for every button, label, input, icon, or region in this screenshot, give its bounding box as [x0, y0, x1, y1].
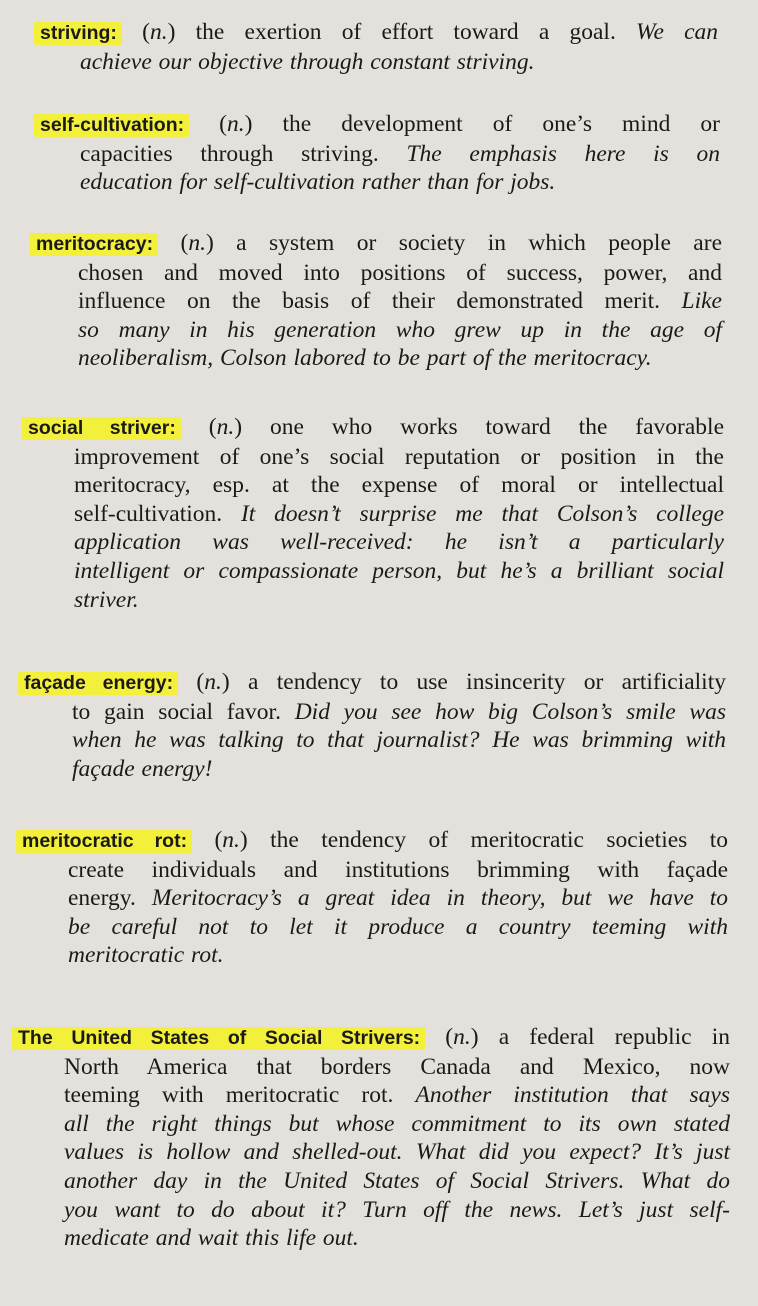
entry-line: meritocratic rot. [68, 942, 224, 969]
term-highlight: meritocratic rot: [16, 830, 192, 853]
term-highlight: The United States of Social Strivers: [12, 1027, 425, 1050]
entry-line: teeming with meritocratic rot. Another institution that says [64, 1082, 730, 1109]
entry-line: self-cultivation. It doesn’t surprise me that Colson’s college [74, 500, 724, 527]
entry-meritocracy [0, 229, 758, 373]
entry-facade-energy [0, 668, 758, 783]
entry-line: façade energy! [72, 755, 213, 782]
term-highlight: social striver: [22, 417, 181, 440]
entry-line: achieve our objective through constant striving. [80, 48, 535, 75]
entry-meritocratic-rot [0, 826, 758, 970]
entry-line: self-cultivation: (n.) the development of one’s mind or [40, 110, 720, 140]
entry-line: another day in the United States of Social Strivers. What do [64, 1167, 730, 1194]
entry-line: improvement of one’s social reputation or position in the [74, 443, 724, 470]
entry-line: striver. [74, 586, 139, 613]
entry-line: meritocracy: (n.) a system or society in which people are [36, 229, 722, 259]
entry-line: when he was talking to that journalist? He was brimming with [72, 727, 726, 754]
entry-line: intelligent or compassionate person, but he’s a brilliant social [74, 557, 724, 584]
entry-line: North America that borders Canada and Mexico, now [64, 1053, 730, 1080]
entry-line: all the right things but whose commitment to its own stated [64, 1110, 730, 1137]
entry-line: create individuals and institutions brimming with façade [68, 856, 728, 883]
entry-line: chosen and moved into positions of success, power, and [78, 259, 722, 286]
entry-line: be careful not to let it produce a country teeming with [68, 913, 728, 940]
entry-line: values is hollow and shelled-out. What did you expect? It’s just [64, 1139, 730, 1166]
entry-line: neoliberalism, Colson labored to be part of the meritocracy. [78, 345, 652, 372]
term-highlight: self-cultivation: [34, 114, 189, 137]
entry-line: capacities through striving. The emphasis here is on [80, 140, 720, 167]
term-highlight: façade energy: [18, 672, 178, 695]
entry-line: education for self-cultivation rather than for jobs. [80, 169, 556, 196]
entry-united-states-of-social-strivers [0, 1023, 758, 1253]
entry-line: application was well-received: he isn’t a particularly [74, 529, 724, 556]
entry-line: medicate and wait this life out. [64, 1225, 359, 1252]
term-highlight: striving: [34, 22, 122, 45]
entry-line: energy. Meritocracy’s a great idea in theory, but we have to [68, 885, 728, 912]
entry-social-striver [0, 413, 758, 614]
entry-line: meritocratic rot: (n.) the tendency of meritocratic societies to [22, 826, 728, 856]
entry-self-cultivation [0, 110, 758, 197]
entry-line: you want to do about it? Turn off the news. Let’s just self- [64, 1196, 730, 1223]
entry-line: meritocracy, esp. at the expense of moral or intellectual [74, 472, 724, 499]
entry-line: façade energy: (n.) a tendency to use insincerity or artificiality [24, 668, 726, 698]
term-highlight: meritocracy: [30, 233, 158, 256]
entry-line: social striver: (n.) one who works toward the favorable [28, 413, 724, 443]
entry-line: influence on the basis of their demonstrated merit. Like [78, 288, 722, 315]
entry-line: striving: (n.) the exertion of effort toward a goal. We can [40, 18, 718, 48]
entry-line: The United States of Social Strivers: (n.) a federal republic in [18, 1023, 730, 1053]
entry-striving [0, 18, 758, 76]
entry-line: to gain social favor. Did you see how big Colson’s smile was [72, 698, 726, 725]
entry-line: so many in his generation who grew up in the age of [78, 316, 722, 343]
